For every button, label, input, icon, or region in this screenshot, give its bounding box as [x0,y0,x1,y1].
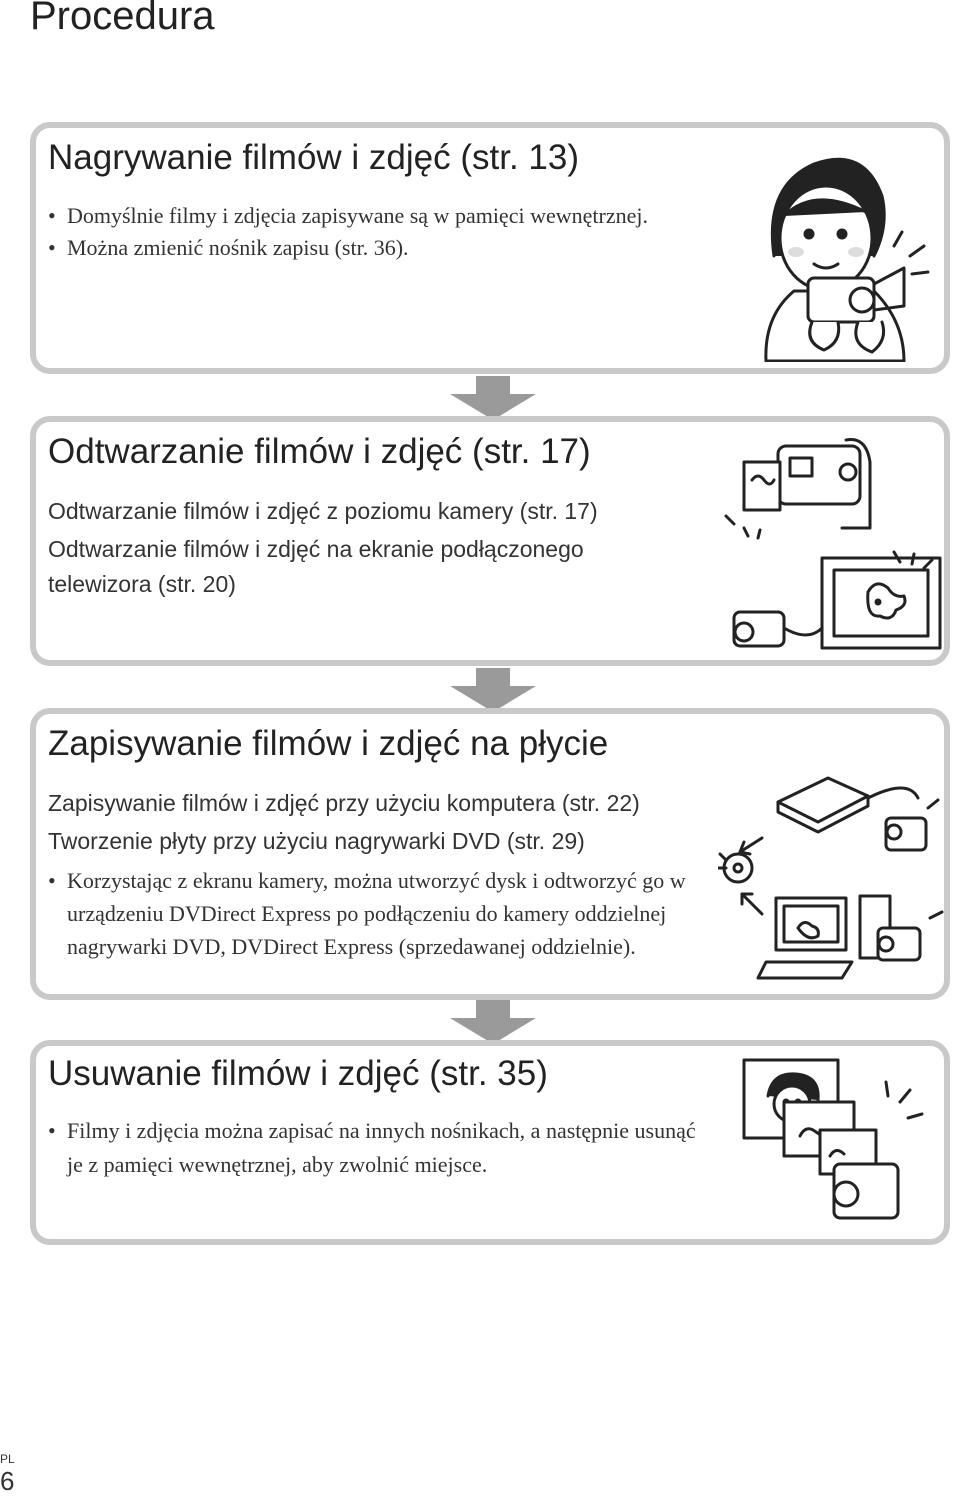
sub-line: Odtwarzanie filmów i zdjęć z poziomu kamery (str. 17) [48,498,598,524]
step-saving-disc [30,708,950,1000]
bullet-list [48,200,728,264]
step-heading: Usuwanie filmów i zdjęć (str. 35) [48,1054,548,1093]
language-tag: PL [0,1452,15,1466]
flow-arrow-icon [450,1000,536,1044]
bullet-item: • Domyślnie filmy i zdjęcia zapisywane są w pamięci wewnętrznej. [48,200,728,232]
sub-line: Odtwarzanie filmów i zdjęć na ekranie podłączonego telewizora (str. 20) [48,536,584,597]
step-playback [30,416,950,666]
page-title: Procedura [30,0,215,38]
step-recording [30,122,950,374]
flow-arrow-icon [450,376,536,420]
step-heading: Nagrywanie filmów i zdjęć (str. 13) [48,138,579,177]
bullet-item: • Korzystając z ekranu kamery, można utworzyć dysk i odtworzyć go w urządzeniu DVDirect Express po podłączeniu do kamery oddzielnej nagrywarki DVD, DVDirect Express (sprzedawanej oddzielnie). [48,864,698,963]
photos-camera-illustration [738,1056,948,1236]
bullet-item: • Można zmienić nośnik zapisu (str. 36). [48,232,728,264]
person-recording-illustration [754,146,934,362]
page-number: 6 [0,1466,15,1496]
sub-line: Tworzenie płyty przy użyciu nagrywarki DVD (str. 29) [48,828,585,854]
step-deleting [30,1040,950,1245]
step-heading: Odtwarzanie filmów i zdjęć (str. 17) [48,432,591,471]
playback-camera-tv-illustration [718,432,948,652]
bullet-list [48,1114,698,1182]
computer-dvd-illustration [718,768,948,988]
bullet-item: • Filmy i zdjęcia można zapisać na innych nośnikach, a następnie usunąć je z pamięci wewnętrznej, aby zwolnić miejsce. [48,1114,698,1182]
step-heading: Zapisywanie filmów i zdjęć na płycie [48,724,609,763]
sub-line: Zapisywanie filmów i zdjęć przy użyciu komputera (str. 22) [48,790,640,816]
bullet-list [48,864,698,963]
flow-arrow-icon [450,668,536,712]
